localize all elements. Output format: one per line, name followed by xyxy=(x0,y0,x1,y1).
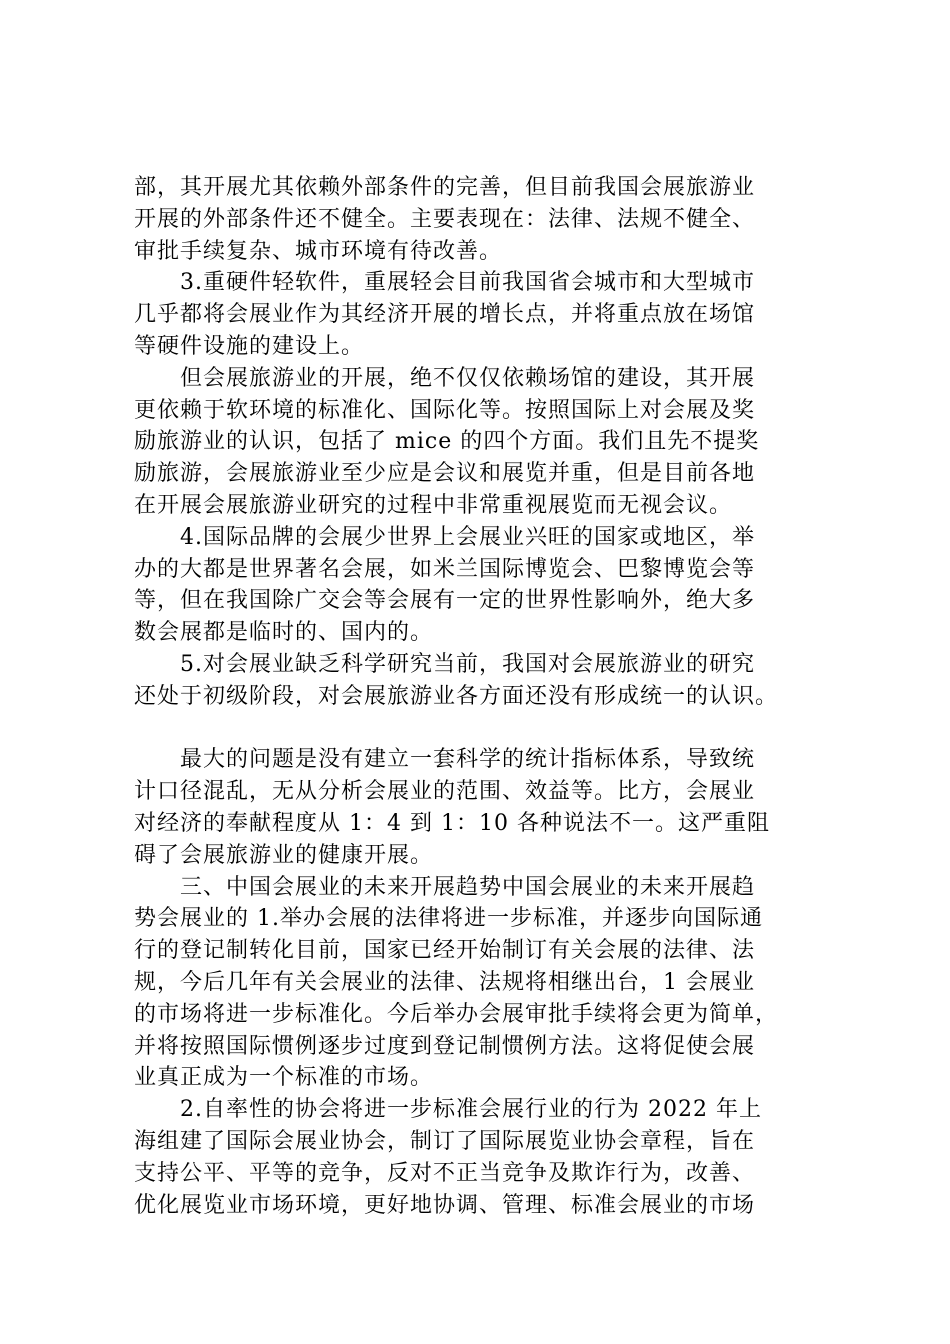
text-line: 势会展业的 1.举办会展的法律将进一步标准，并逐步向国际通 xyxy=(134,906,763,932)
text-line: 优化展览业市场环境，更好地协调、管理、标准会展业的市场 xyxy=(134,1192,756,1218)
text-line: 碍了会展旅游业的健康开展。 xyxy=(134,842,434,868)
text-line: 对经济的奉献程度从 1：4 到 1：10 各种说法不一。这严重阻 xyxy=(134,810,770,836)
paragraph-start-line: 5.对会展业缺乏科学研究当前，我国对会展旅游业的研究 xyxy=(180,651,755,677)
paragraph-start-line: 4.国际品牌的会展少世界上会展业兴旺的国家或地区，举 xyxy=(180,524,755,550)
text-line: 还处于初级阶段，对会展旅游业各方面还没有形成统一的认识。 xyxy=(134,683,779,709)
text-line: 计口径混乱，无从分析会展业的范围、效益等。比方，会展业 xyxy=(134,779,756,805)
text-line: 支持公平、平等的竞争，反对不正当竞争及欺诈行为，改善、 xyxy=(134,1160,756,1186)
text-line: 行的登记制转化目前，国家已经开始制订有关会展的法律、法 xyxy=(134,938,756,964)
text-line: 在开展会展旅游业研究的过程中非常重视展览而无视会议。 xyxy=(134,492,733,518)
text-line: 几乎都将会展业作为其经济开展的增长点，并将重点放在场馆 xyxy=(134,302,756,328)
paragraph-gap xyxy=(134,713,834,745)
paragraph-start-line: 2.自率性的协会将进一步标准会展行业的行为 2022 年上 xyxy=(180,1097,762,1123)
text-line: 数会展都是临时的、国内的。 xyxy=(134,620,434,646)
paragraph-start-line: 3.重硬件轻软件，重展轻会目前我国省会城市和大型城市 xyxy=(180,270,755,296)
paragraph-start-line: 但会展旅游业的开展，绝不仅仅依赖场馆的建设，其开展 xyxy=(180,365,756,391)
text-line: 办的大都是世界著名会展，如米兰国际博览会、巴黎博览会等 xyxy=(134,556,756,582)
text-line: 的市场将进一步标准化。今后举办会展审批手续将会更为简单， xyxy=(134,1001,779,1027)
text-line: 审批手续复杂、城市环境有待改善。 xyxy=(134,238,503,264)
text-line: 等，但在我国除广交会等会展有一定的世界性影响外，绝大多 xyxy=(134,588,756,614)
text-line: 更依赖于软环境的标准化、国际化等。按照国际上对会展及奖 xyxy=(134,397,756,423)
text-line: 海组建了国际会展业协会，制订了国际展览业协会章程，旨在 xyxy=(134,1128,756,1154)
text-line: 励旅游，会展旅游业至少应是会议和展览并重，但是目前各地 xyxy=(134,461,756,487)
paragraph-start-line: 最大的问题是没有建立一套科学的统计指标体系，导致统 xyxy=(180,747,756,773)
text-line: 等硬件设施的建设上。 xyxy=(134,333,365,359)
text-line: 业真正成为一个标准的市场。 xyxy=(134,1065,434,1091)
text-line: 规，今后几年有关会展业的法律、法规将相继出台，1 会展业 xyxy=(134,969,755,995)
text-line: 开展的外部条件还不健全。主要表现在：法律、法规不健全、 xyxy=(134,206,756,232)
paragraph-start-line: 三、中国会展业的未来开展趋势中国会展业的未来开展趋 xyxy=(180,874,756,900)
text-line: 部，其开展尤其依赖外部条件的完善，但目前我国会展旅游业 xyxy=(134,175,756,200)
text-line: 励旅游业的认识，包括了 mice 的四个方面。我们且先不提奖 xyxy=(134,429,760,455)
document-body xyxy=(134,172,834,1221)
text-line: 并将按照国际惯例逐步过度到登记制惯例方法。这将促使会展 xyxy=(134,1033,756,1059)
